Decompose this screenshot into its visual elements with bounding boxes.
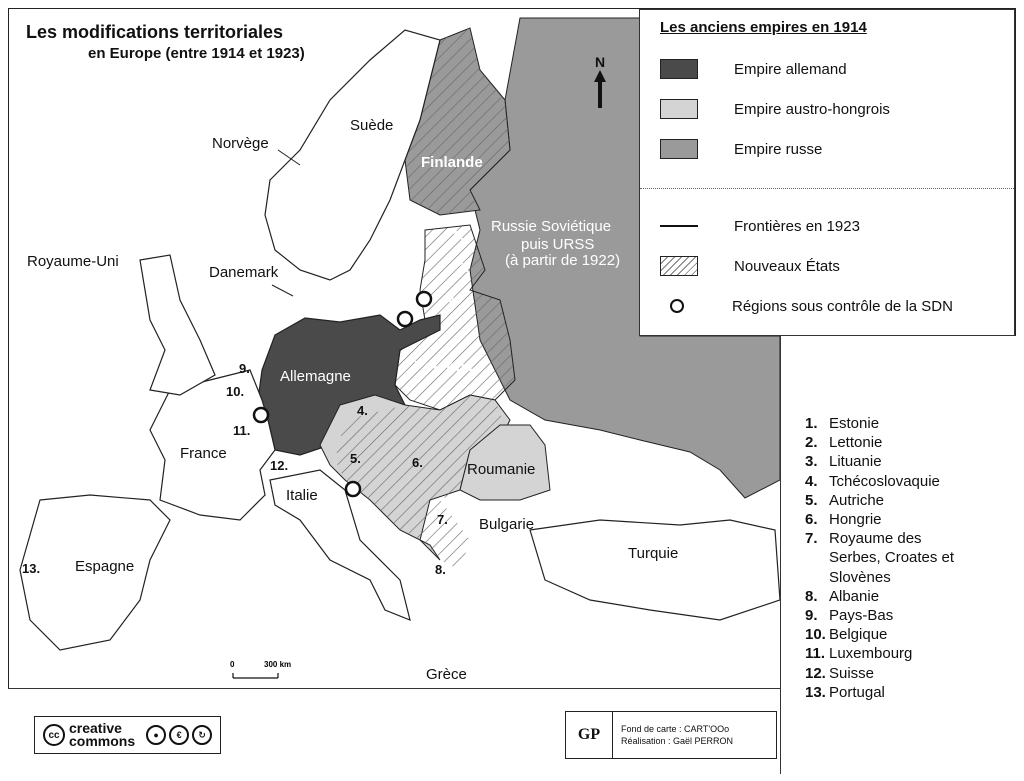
map-number-6: 6. xyxy=(412,455,423,470)
legend-label: Régions sous contrôle de la SDN xyxy=(732,297,953,315)
map-number-3: 3. xyxy=(447,290,458,305)
legend-title: Les anciens empires en 1914 xyxy=(660,19,867,36)
legend-item-nouveaux-etats xyxy=(660,254,840,278)
list-item: 4. Tchécoslovaquie xyxy=(805,472,940,490)
list-item: Serbes, Croates et xyxy=(829,549,955,567)
legend-line-symbol xyxy=(660,225,698,227)
map-number-4: 4. xyxy=(357,403,368,418)
label-russie-2: puis URSS xyxy=(521,236,595,253)
label-royaume-uni: Royaume-Uni xyxy=(27,253,119,270)
sdn-circle xyxy=(398,312,412,326)
map-number-11: 11. xyxy=(233,423,251,438)
label-finlande: Finlande xyxy=(421,154,483,171)
map-number-2: 2. xyxy=(458,260,469,275)
map-number-1: 1. xyxy=(453,228,464,243)
legend-label: Empire allemand xyxy=(734,60,847,78)
legend-item-sdn xyxy=(660,294,953,318)
list-item: 7. Royaume des xyxy=(805,530,922,548)
sdn-circle xyxy=(254,408,268,422)
map-number-13: 13. xyxy=(22,561,41,576)
sharealike-icon: ↻ xyxy=(192,725,212,745)
list-item: 6. Hongrie xyxy=(805,511,882,529)
map-title: Les modifications territoriales xyxy=(26,22,284,42)
label-turquie: Turquie xyxy=(628,545,679,562)
map-subtitle: en Europe (entre 1914 et 1923) xyxy=(88,45,305,62)
label-suede: Suède xyxy=(350,117,394,134)
list-item: 11. Luxembourg xyxy=(805,645,913,663)
legend xyxy=(639,9,1015,336)
label-italie: Italie xyxy=(286,487,318,504)
legend-circle-symbol xyxy=(670,299,684,313)
label-russie-3: (à partir de 1922) xyxy=(505,252,621,269)
label-russie-1: Russie Soviétique xyxy=(491,218,612,235)
scale-end: 300 km xyxy=(264,660,292,669)
north-arrow-icon xyxy=(590,70,610,108)
map-number-8: 8. xyxy=(435,562,446,577)
legend-hatch-symbol xyxy=(660,256,698,276)
turkey-region xyxy=(530,520,780,620)
label-roumanie: Roumanie xyxy=(467,461,536,478)
map-number-10: 10. xyxy=(226,384,245,399)
label-norvege: Norvège xyxy=(212,135,269,152)
legend-label: Empire austro-hongrois xyxy=(734,100,890,118)
numbered-country-list xyxy=(780,336,1017,774)
legend-label: Nouveaux États xyxy=(734,257,840,275)
gp-logo: GP xyxy=(566,712,613,758)
label-pologne: Pologne xyxy=(414,358,474,375)
uk-region xyxy=(140,255,215,395)
map-number-9: 9. xyxy=(239,361,250,376)
label-allemagne: Allemagne xyxy=(280,368,351,385)
label-france: France xyxy=(180,445,227,462)
label-espagne: Espagne xyxy=(75,558,135,575)
map-number-7: 7. xyxy=(437,512,448,527)
scale-bar xyxy=(233,673,278,678)
legend-label: Frontières en 1923 xyxy=(734,217,860,235)
map-number-5: 5. xyxy=(350,451,361,466)
sdn-circle xyxy=(346,482,360,496)
legend-label: Empire russe xyxy=(734,140,823,158)
north-label: N xyxy=(594,54,606,70)
list-item: 2. Lettonie xyxy=(805,434,883,452)
list-item: 13. Portugal xyxy=(805,683,885,701)
label-grece: Grèce xyxy=(426,666,467,683)
list-item: 12. Suisse xyxy=(805,664,875,682)
sdn-circle xyxy=(417,292,431,306)
map-number-12: 12. xyxy=(270,458,289,473)
legend-item-empire-allemand xyxy=(660,57,847,81)
north-arrow xyxy=(590,54,610,109)
cc-text: creative commons xyxy=(69,720,136,749)
cc-icon: cc xyxy=(43,724,65,746)
legend-swatch xyxy=(660,99,698,119)
list-item: 1. Estonie xyxy=(805,415,880,432)
legend-swatch xyxy=(660,59,698,79)
list-item: 9. Pays-Bas xyxy=(805,607,894,625)
list-item: 5. Autriche xyxy=(805,491,885,509)
credits-text: Fond de carte : CART'OOo Réalisation : Gaël PERRON xyxy=(621,724,734,746)
list-item: 3. Lituanie xyxy=(805,453,882,471)
legend-item-empire-austro-hongrois xyxy=(660,97,890,121)
legend-separator xyxy=(640,188,1014,189)
legend-item-empire-russe xyxy=(660,137,822,161)
credits-box xyxy=(565,711,777,759)
noncommercial-icon: € xyxy=(169,725,189,745)
legend-item-frontieres xyxy=(660,214,860,238)
creative-commons-badge xyxy=(34,716,221,754)
list-item: 10. Belgique xyxy=(805,626,888,644)
list-item: 8. Albanie xyxy=(805,587,880,605)
legend-swatch xyxy=(660,139,698,159)
footer xyxy=(8,688,780,775)
list-item: Slovènes xyxy=(829,568,891,586)
scale-start: 0 xyxy=(230,660,235,669)
attribution-icon: ● xyxy=(146,725,166,745)
label-bulgarie: Bulgarie xyxy=(479,516,535,533)
label-danemark: Danemark xyxy=(209,264,279,281)
